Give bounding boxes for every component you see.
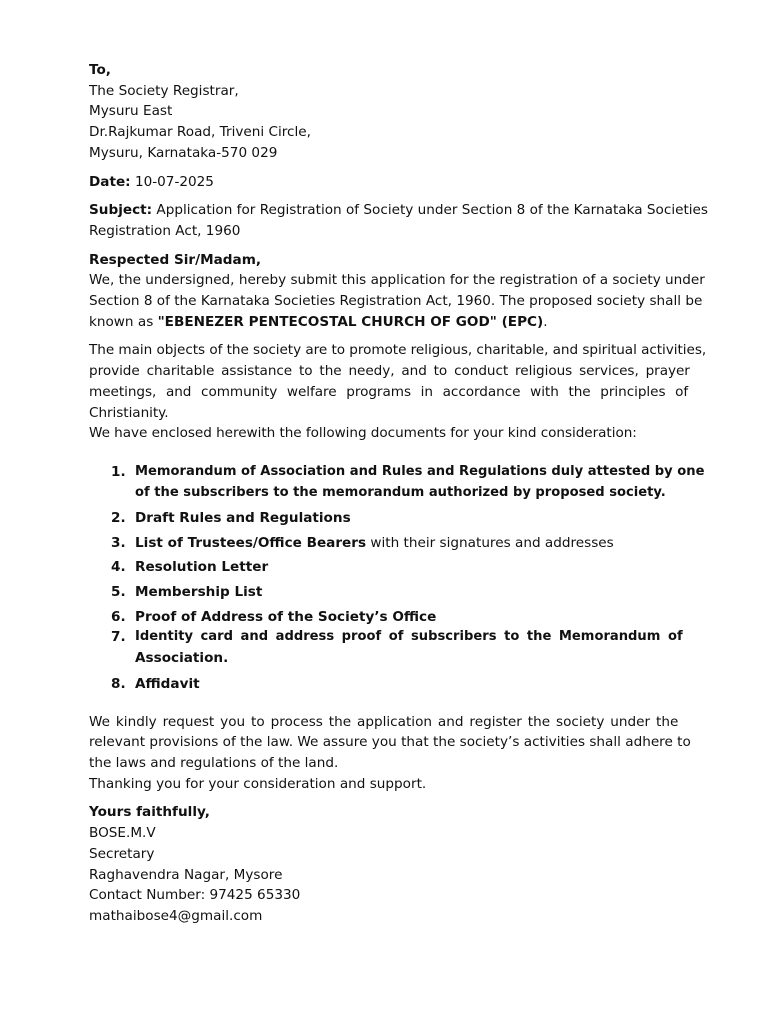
intro-line-1: We, the undersigned, hereby submit this application for the registration of a society under <box>89 272 705 289</box>
date-label: Date: <box>89 173 131 190</box>
to-label: To, <box>89 62 111 78</box>
valediction: Yours faithfully, <box>89 804 210 821</box>
closing-line-3: the laws and regulations of the land. <box>89 754 339 771</box>
signatory-address: Raghavendra Nagar, Mysore <box>89 866 283 883</box>
objects-line-4: Christianity. <box>89 404 169 421</box>
documents-list <box>89 462 705 695</box>
date-line <box>89 172 680 193</box>
signatory-contact: Contact Number: 97425 65330 <box>89 887 301 904</box>
intro-line-2: Section 8 of the Karnataka Societies Registration Act, 1960. The proposed society shall be <box>89 293 703 310</box>
recipient-office: Mysuru East <box>89 103 173 120</box>
recipient-address <box>89 58 680 164</box>
society-name: "EBENEZER PENTECOSTAL CHURCH OF GOD" (EPC) <box>157 313 544 330</box>
objects-line-3: meetings, and community welfare programs in accordance with the principles of <box>89 383 689 400</box>
closing-line-1: We kindly request you to process the application and register the society under the <box>89 713 679 730</box>
date-value: 10-07-2025 <box>134 173 214 190</box>
intro-paragraph <box>89 270 705 332</box>
list-item: 3. List of Trustees/Office Bearers with their signatures and addresses <box>111 534 614 551</box>
list-item: 8. Affidavit <box>111 675 200 692</box>
intro-line-3-prefix: known as <box>89 313 158 330</box>
recipient-street: Dr.Rajkumar Road, Triveni Circle, <box>89 124 311 141</box>
objects-line-2: provide charitable assistance to the needy, and to conduct religious services, prayer <box>89 363 690 380</box>
subject-line-2: Registration Act, 1960 <box>89 222 241 239</box>
enclosed-line: We have enclosed herewith the following documents for your kind consideration: <box>89 425 637 442</box>
signatory-title: Secretary <box>89 845 155 862</box>
list-item: 7. Identity card and address proof of subscribers to the Memorandum of Association. <box>111 629 683 667</box>
recipient-name: The Society Registrar, <box>89 82 239 99</box>
greeting: Respected Sir/Madam, <box>89 251 262 268</box>
objects-line-1: The main objects of the society are to promote religious, charitable, and spiritual activities, <box>89 342 707 359</box>
signatory-name: BOSE.M.V <box>89 825 156 842</box>
signature-block <box>89 802 680 926</box>
list-item: 4. Resolution Letter <box>111 559 269 576</box>
list-item: 6. Proof of Address of the Society’s Office <box>111 608 437 625</box>
subject-line-1: Application for Registration of Society under Section 8 of the Karnataka Societies <box>156 202 709 219</box>
recipient-city: Mysuru, Karnataka-570 029 <box>89 144 278 161</box>
objects-paragraph <box>89 340 707 444</box>
subject-label: Subject: <box>89 202 153 219</box>
intro-line-3-suffix: . <box>543 313 548 330</box>
letter-document <box>89 58 709 927</box>
list-item: 1. Memorandum of Association and Rules and Regulations duly attested by one of the subscribers to the memorandum authorized by proposed society. <box>111 463 705 500</box>
signatory-email: mathaibose4@gmail.com <box>89 907 263 924</box>
closing-paragraph <box>89 712 691 795</box>
subject-block <box>89 200 709 241</box>
closing-line-2: relevant provisions of the law. We assure you that the society’s activities shall adhere to <box>89 734 691 751</box>
list-item: 2. Draft Rules and Regulations <box>111 509 351 526</box>
thanks-line: Thanking you for your consideration and support. <box>89 775 427 792</box>
list-item: 5. Membership List <box>111 584 263 601</box>
